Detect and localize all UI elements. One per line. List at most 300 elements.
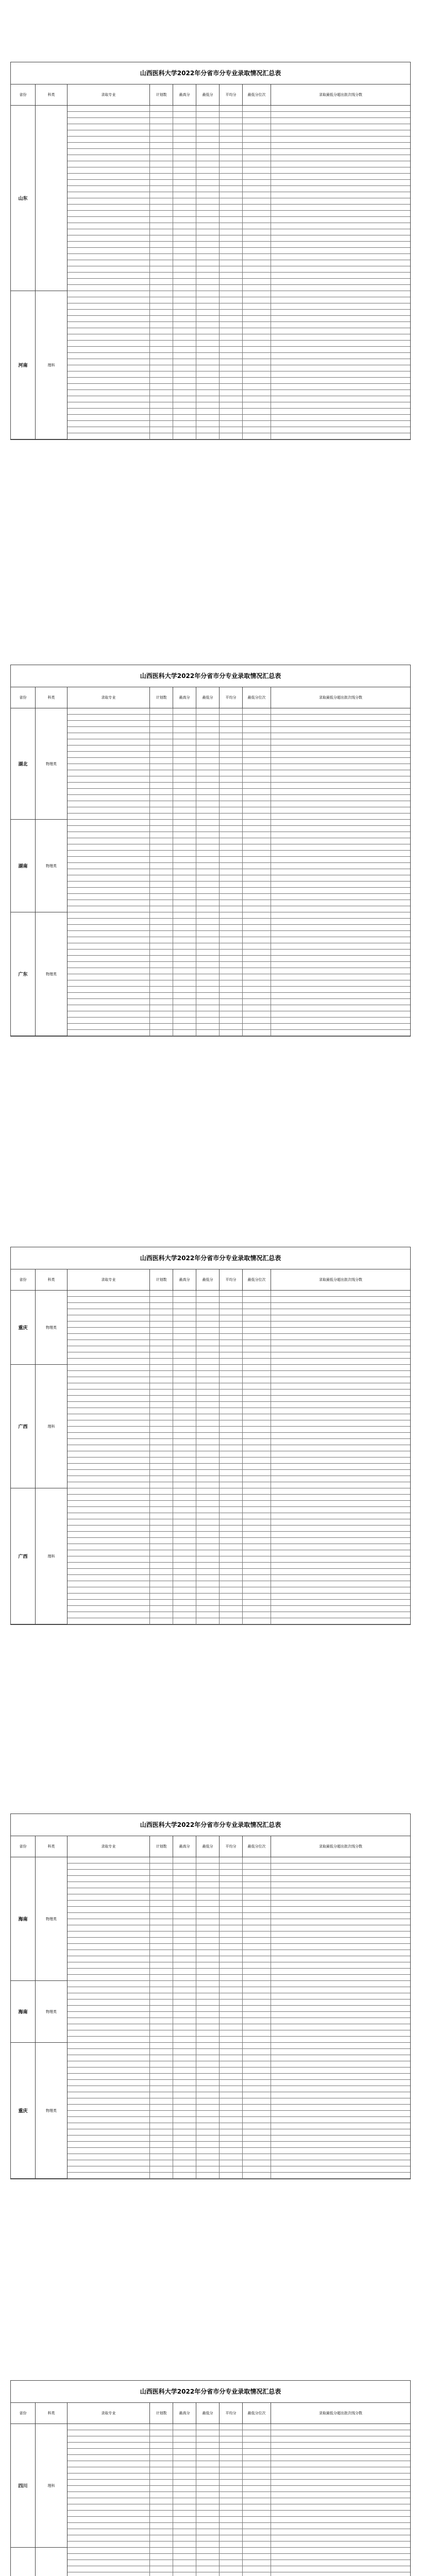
table-cell: [220, 974, 243, 980]
table-cell: [243, 2467, 271, 2473]
table-cell: [150, 2173, 173, 2178]
table-cell: [220, 900, 243, 906]
table-cell: [196, 814, 220, 819]
table-row: [11, 260, 410, 266]
table-cell: [196, 1876, 220, 1882]
table-cell: [68, 112, 150, 117]
table-cell: [68, 254, 150, 260]
table-cell: [243, 727, 271, 733]
table-row: [11, 1371, 410, 1377]
table-cell: [196, 2098, 220, 2104]
table-cell: [220, 1352, 243, 1358]
table-cell: [173, 2455, 196, 2461]
table-cell: [173, 2166, 196, 2172]
table-cell: [196, 894, 220, 900]
table-cell: [196, 1501, 220, 1506]
table-row: [11, 1402, 410, 1408]
province-block: [11, 1488, 410, 1624]
table-cell: [173, 758, 196, 764]
table-cell: [173, 297, 196, 303]
table-row: [11, 1464, 410, 1470]
table-cell: [196, 1030, 220, 1036]
table-cell: [271, 2511, 410, 2516]
table-cell: [173, 2043, 196, 2048]
table-cell: [173, 1969, 196, 1974]
table-cell: [196, 1482, 220, 1488]
table-cell: [150, 2055, 173, 2061]
table-cell: [271, 1600, 410, 1605]
table-cell: [68, 2061, 150, 2067]
table-cell: [271, 745, 410, 751]
table-cell: [196, 1291, 220, 1296]
table-cell: [150, 2529, 173, 2535]
table-cell: [196, 943, 220, 949]
table-cell: [196, 2043, 220, 2048]
table-cell: [150, 384, 173, 389]
province-cell: [11, 2548, 36, 2576]
table-cell: [173, 1925, 196, 1931]
table-cell: [173, 328, 196, 334]
table-row: [11, 1470, 410, 1476]
province-cell: 四川: [11, 2424, 36, 2548]
table-cell: [220, 956, 243, 961]
table-cell: [150, 1420, 173, 1426]
table-cell: [196, 1919, 220, 1925]
table-cell: [271, 758, 410, 764]
table-cell: [243, 987, 271, 992]
table-cell: [150, 1888, 173, 1894]
table-cell: [271, 832, 410, 838]
table-row: [11, 2061, 410, 2067]
table-cell: [68, 2105, 150, 2110]
page-3: [10, 1247, 411, 1625]
table-cell: [243, 2436, 271, 2442]
table-cell: [220, 285, 243, 291]
table-cell: [173, 2024, 196, 2030]
table-cell: [243, 838, 271, 844]
table-cell: [220, 1346, 243, 1352]
table-cell: [220, 1870, 243, 1875]
table-cell: [243, 1863, 271, 1869]
table-cell: [68, 198, 150, 204]
header-cell: 最低分: [196, 687, 220, 708]
table-cell: [173, 2436, 196, 2442]
table-cell: [196, 2142, 220, 2147]
table-row: [11, 894, 410, 900]
table-cell: [196, 334, 220, 340]
table-cell: [68, 1011, 150, 1017]
table-row: [11, 1445, 410, 1451]
table-cell: [243, 2430, 271, 2436]
header-cell: 计划数: [150, 1836, 173, 1857]
table-cell: [68, 882, 150, 887]
province-block: [11, 1857, 410, 1981]
table-cell: [271, 291, 410, 297]
table-cell: [68, 1352, 150, 1358]
table-cell: [243, 2067, 271, 2073]
table-cell: [243, 2560, 271, 2566]
table-cell: [68, 1612, 150, 1618]
table-row: [11, 1993, 410, 1999]
table-cell: [243, 2018, 271, 2024]
table-row: [11, 217, 410, 223]
table-cell: [196, 987, 220, 992]
table-cell: [150, 1030, 173, 1036]
table-row: [11, 2055, 410, 2061]
table-row: [11, 826, 410, 832]
table-cell: [220, 1495, 243, 1500]
table-cell: [271, 118, 410, 124]
table-cell: [243, 1870, 271, 1875]
table-cell: [196, 2030, 220, 2036]
table-cell: [243, 1581, 271, 1587]
table-cell: [196, 1612, 220, 1618]
table-cell: [68, 987, 150, 992]
table-cell: [220, 2523, 243, 2529]
table-header: [11, 1269, 410, 1291]
table-cell: [68, 2173, 150, 2178]
table-cell: [173, 1550, 196, 1556]
table-row: [11, 1408, 410, 1414]
table-row: [11, 758, 410, 764]
table-cell: [68, 1458, 150, 1463]
table-cell: [68, 2486, 150, 2492]
table-cell: [68, 1513, 150, 1519]
table-cell: [173, 733, 196, 739]
header-cell: 最低分位次: [243, 84, 271, 105]
table-cell: [173, 248, 196, 253]
table-cell: [173, 273, 196, 278]
table-cell: [220, 2473, 243, 2479]
table-cell: [220, 1931, 243, 1937]
table-cell: [150, 1569, 173, 1574]
table-cell: [271, 254, 410, 260]
table-cell: [220, 2055, 243, 2061]
table-row: [11, 112, 410, 118]
table-cell: [220, 322, 243, 328]
table-row: [11, 708, 410, 715]
table-cell: [150, 421, 173, 427]
table-cell: [243, 844, 271, 850]
table-cell: [173, 1445, 196, 1451]
table-cell: [220, 2160, 243, 2166]
table-row: [11, 956, 410, 962]
table-cell: [173, 1894, 196, 1900]
table-cell: [243, 248, 271, 253]
table-cell: [271, 1476, 410, 1482]
table-cell: [243, 180, 271, 185]
table-cell: [68, 106, 150, 111]
table-cell: [220, 1563, 243, 1568]
table-row: [11, 143, 410, 149]
province-cell: 河南: [11, 291, 36, 439]
table-row: [11, 1328, 410, 1334]
table-cell: [196, 2111, 220, 2116]
table-cell: [220, 273, 243, 278]
table-cell: [243, 721, 271, 726]
table-cell: [196, 1011, 220, 1017]
table-row: [11, 359, 410, 365]
table-cell: [150, 987, 173, 992]
table-cell: [68, 1495, 150, 1500]
table-cell: [243, 2173, 271, 2178]
table-cell: [196, 1606, 220, 1612]
table-cell: [196, 390, 220, 396]
table-cell: [271, 2473, 410, 2479]
table-row: [11, 715, 410, 721]
table-cell: [220, 764, 243, 770]
table-cell: [68, 322, 150, 328]
table-cell: [68, 1956, 150, 1962]
table-row: [11, 1482, 410, 1488]
table-cell: [243, 2486, 271, 2492]
header-cell: 科类: [36, 84, 68, 105]
header-cell: 省份: [11, 2403, 36, 2424]
table-cell: [150, 427, 173, 433]
table-cell: [243, 124, 271, 130]
table-cell: [220, 2030, 243, 2036]
table-cell: [150, 1526, 173, 1531]
table-cell: [196, 2080, 220, 2086]
table-cell: [196, 155, 220, 161]
table-cell: [68, 2424, 150, 2430]
table-cell: [220, 1519, 243, 1525]
table-cell: [68, 279, 150, 284]
table-row: [11, 2067, 410, 2074]
table-cell: [271, 174, 410, 179]
table-cell: [150, 291, 173, 297]
table-cell: [196, 807, 220, 813]
table-cell: [243, 2105, 271, 2110]
table-cell: [68, 1544, 150, 1550]
table-cell: [150, 1870, 173, 1875]
table-cell: [196, 1981, 220, 1987]
table-cell: [243, 826, 271, 832]
table-cell: [220, 1420, 243, 1426]
table-row: [11, 925, 410, 931]
table-cell: [243, 2473, 271, 2479]
table-cell: [220, 1538, 243, 1544]
table-row: [11, 752, 410, 758]
table-cell: [271, 2535, 410, 2541]
table-cell: [220, 968, 243, 974]
table-row: [11, 2012, 410, 2018]
table-cell: [68, 1569, 150, 1574]
table-cell: [243, 1396, 271, 1401]
table-cell: [68, 1030, 150, 1036]
table-cell: [173, 2430, 196, 2436]
table-row: [11, 999, 410, 1005]
table-cell: [196, 217, 220, 223]
table-cell: [68, 396, 150, 402]
table-cell: [271, 1433, 410, 1438]
table-cell: [220, 1365, 243, 1370]
table-cell: [68, 968, 150, 974]
table-cell: [220, 931, 243, 937]
header-cell: 计划数: [150, 1269, 173, 1290]
table-cell: [173, 347, 196, 352]
table-cell: [150, 838, 173, 844]
table-cell: [173, 1944, 196, 1950]
table-cell: [196, 1956, 220, 1962]
table-cell: [150, 1538, 173, 1544]
table-cell: [271, 1888, 410, 1894]
table-header: [11, 687, 410, 708]
table-cell: [68, 1328, 150, 1333]
table-row: [11, 1309, 410, 1315]
table-cell: [196, 223, 220, 229]
table-cell: [173, 2105, 196, 2110]
table-cell: [220, 124, 243, 130]
table-cell: [243, 2129, 271, 2135]
table-cell: [150, 1495, 173, 1500]
table-cell: [68, 1981, 150, 1987]
table-cell: [271, 820, 410, 825]
table-cell: [243, 1969, 271, 1974]
table-cell: [150, 1458, 173, 1463]
table-cell: [196, 402, 220, 408]
header-cell: 录取专业: [68, 2403, 150, 2424]
table-cell: [150, 1408, 173, 1414]
table-cell: [173, 2480, 196, 2485]
table-cell: [271, 844, 410, 850]
table-cell: [150, 807, 173, 813]
table-cell: [173, 1563, 196, 1568]
table-cell: [220, 993, 243, 998]
table-cell: [243, 1408, 271, 1414]
table-cell: [196, 721, 220, 726]
table-cell: [68, 869, 150, 875]
table-cell: [196, 875, 220, 881]
table-cell: [220, 266, 243, 272]
table-cell: [271, 1913, 410, 1919]
table-cell: [243, 1606, 271, 1612]
table-row: [11, 303, 410, 310]
table-cell: [220, 1894, 243, 1900]
table-cell: [150, 2486, 173, 2492]
table-cell: [196, 2572, 220, 2576]
table-cell: [196, 1005, 220, 1011]
table-cell: [173, 1328, 196, 1333]
table-cell: [68, 217, 150, 223]
table-cell: [271, 2467, 410, 2473]
table-cell: [173, 888, 196, 893]
table-cell: [243, 1507, 271, 1513]
table-cell: [150, 770, 173, 776]
table-cell: [271, 912, 410, 918]
table-cell: [243, 1488, 271, 1494]
table-cell: [243, 875, 271, 881]
table-cell: [150, 1894, 173, 1900]
table-cell: [173, 863, 196, 869]
table-row: [11, 1346, 410, 1352]
table-cell: [150, 2443, 173, 2448]
table-cell: [196, 341, 220, 346]
table-cell: [68, 1488, 150, 1494]
table-cell: [271, 1011, 410, 1017]
table-cell: [220, 1975, 243, 1980]
table-cell: [173, 174, 196, 179]
table-cell: [243, 396, 271, 402]
table-cell: [196, 758, 220, 764]
table-cell: [243, 347, 271, 352]
table-cell: [68, 1303, 150, 1309]
table-row: [11, 371, 410, 378]
table-cell: [173, 2160, 196, 2166]
table-cell: [271, 149, 410, 155]
table-cell: [271, 1981, 410, 1987]
table-cell: [243, 2461, 271, 2467]
table-cell: [173, 1365, 196, 1370]
table-cell: [150, 733, 173, 739]
table-cell: [150, 820, 173, 825]
table-cell: [271, 248, 410, 253]
table-cell: [68, 1359, 150, 1364]
table-cell: [271, 1594, 410, 1599]
table-cell: [173, 906, 196, 912]
table-cell: [150, 192, 173, 198]
table-cell: [243, 2136, 271, 2141]
table-cell: [243, 2535, 271, 2541]
table-cell: [68, 962, 150, 968]
table-cell: [271, 384, 410, 389]
table-cell: [243, 1291, 271, 1296]
header-cell: 录取最低分超出批次线分数: [319, 1844, 362, 1849]
table-cell: [243, 1993, 271, 1999]
table-cell: [196, 1999, 220, 2005]
table-cell: [150, 993, 173, 998]
table-cell: [196, 161, 220, 167]
table-cell: [220, 882, 243, 887]
table-cell: [68, 838, 150, 844]
table-cell: [243, 2455, 271, 2461]
table-cell: [68, 745, 150, 751]
table-cell: [68, 999, 150, 1005]
table-cell: [220, 217, 243, 223]
table-cell: [196, 1383, 220, 1389]
table-cell: [173, 1377, 196, 1383]
table-cell: [68, 161, 150, 167]
table-cell: [68, 844, 150, 850]
table-cell: [271, 303, 410, 309]
table-cell: [271, 1901, 410, 1906]
table-cell: [68, 1901, 150, 1906]
table-cell: [243, 316, 271, 321]
table-cell: [196, 727, 220, 733]
table-cell: [243, 174, 271, 179]
province-block: [11, 2424, 410, 2548]
table-cell: [150, 844, 173, 850]
table-cell: [150, 2080, 173, 2086]
table-cell: [68, 863, 150, 869]
table-cell: [68, 1464, 150, 1469]
table-cell: [150, 1482, 173, 1488]
table-row: [11, 1024, 410, 1030]
table-cell: [243, 1365, 271, 1370]
table-cell: [196, 316, 220, 321]
table-cell: [68, 1975, 150, 1980]
table-cell: [220, 1913, 243, 1919]
table-row: [11, 279, 410, 285]
table-cell: [220, 1309, 243, 1315]
table-cell: [271, 155, 410, 161]
table-cell: [150, 2166, 173, 2172]
table-cell: [243, 118, 271, 124]
table-cell: [243, 1981, 271, 1987]
table-cell: [173, 2443, 196, 2448]
table-cell: [271, 783, 410, 788]
header-cell: 录取专业: [68, 1269, 150, 1290]
